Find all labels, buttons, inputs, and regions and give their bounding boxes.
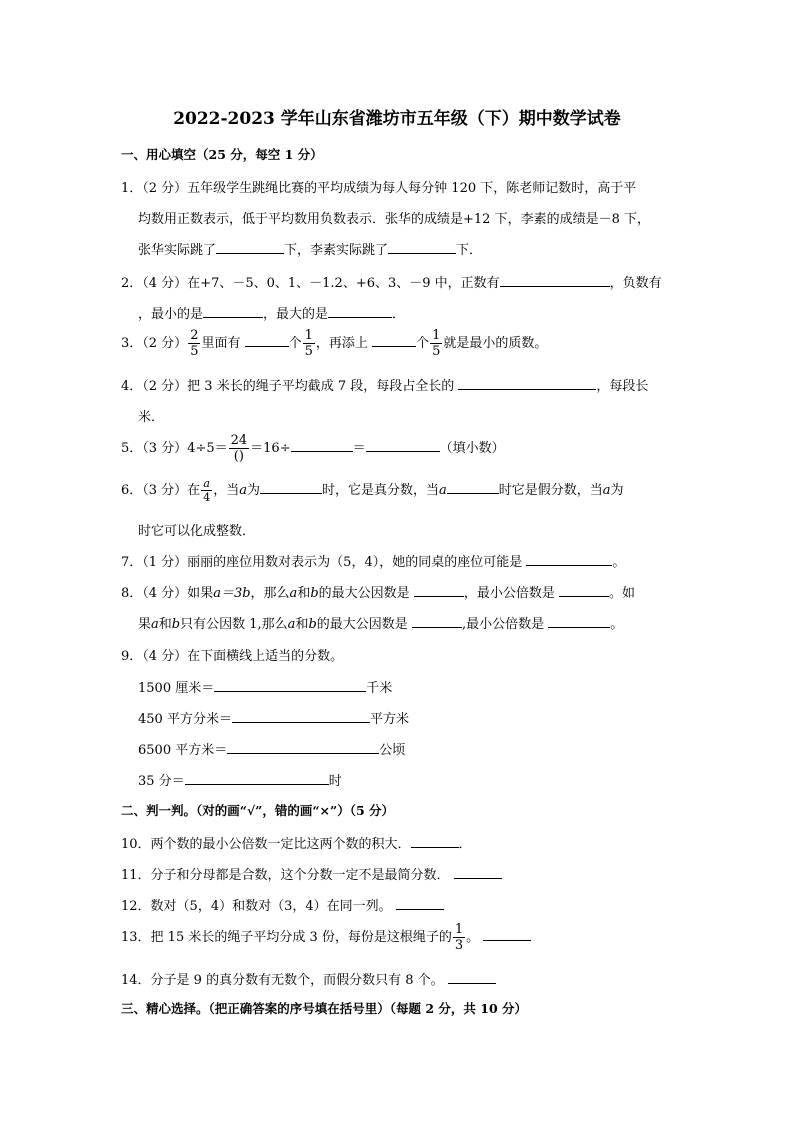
text: 时它是假分数，当 <box>498 483 603 498</box>
fraction <box>303 329 315 358</box>
answer-blank[interactable] <box>185 770 329 785</box>
answer-blank[interactable] <box>232 708 370 723</box>
question-6-line-2: 时它可以化成整数． <box>138 524 256 539</box>
text: 14．分子是 9 的真分数有无数个，而假分数只有 8 个。 <box>121 973 444 988</box>
answer-blank[interactable] <box>260 479 322 494</box>
text: 和 <box>297 586 311 601</box>
text: ，每段长 <box>596 379 649 394</box>
denominator: () <box>233 449 244 464</box>
question-9-row-3 <box>138 739 405 758</box>
text: 里面有 <box>201 336 241 351</box>
variable: b <box>310 586 319 601</box>
section-3-heading: 三、精心选择。（把正确答案的序号填在括号里）（每题 2 分，共 10 分） <box>121 1001 528 1016</box>
answer-blank[interactable] <box>458 375 596 390</box>
question-5 <box>121 434 505 463</box>
text: 6．（3 分）在 <box>121 483 201 498</box>
answer-blank[interactable] <box>454 864 502 879</box>
text: ． <box>458 837 472 852</box>
text: 。如 <box>608 586 635 601</box>
text: 10．两个数的最小公倍数一定比这两个数的积大． <box>121 837 411 852</box>
text: ，负数有 <box>609 276 662 291</box>
text: 公顷 <box>379 743 406 758</box>
answer-blank[interactable] <box>245 332 289 347</box>
fraction <box>229 434 250 463</box>
question-4-line-2: 米． <box>138 410 165 425</box>
text: （填小数） <box>439 441 505 456</box>
text: 3．（2 分） <box>121 336 188 351</box>
text: 12．数对（5，4）和数对（3，4）在同一列。 <box>121 899 392 914</box>
answer-blank[interactable] <box>483 926 531 941</box>
answer-blank[interactable] <box>203 303 263 318</box>
question-9-row-2 <box>138 708 409 727</box>
section-2-heading: 二、判一判。（对的画“√”，错的画“×”）（5 分） <box>121 803 394 818</box>
numerator: 1 <box>304 328 313 343</box>
text: 为 <box>610 483 624 498</box>
answer-blank[interactable] <box>447 479 499 494</box>
question-9-row-1 <box>138 677 392 696</box>
text: 35 分＝ <box>138 774 185 789</box>
answer-blank[interactable] <box>396 895 444 910</box>
variable: a <box>287 617 296 632</box>
text: ，再添上 <box>315 336 368 351</box>
question-2-line-1 <box>121 272 662 291</box>
question-4-line-1 <box>121 375 648 394</box>
variable: a <box>602 483 611 498</box>
question-13 <box>121 923 531 952</box>
text: 8．（4 分）如果 <box>121 586 214 601</box>
question-3 <box>121 329 547 358</box>
numerator: 2 <box>190 328 199 343</box>
fraction <box>453 923 465 952</box>
question-11 <box>121 864 502 883</box>
text: 为 <box>246 483 260 498</box>
page-title: 2022-2023 学年山东省潍坊市五年级（下）期中数学试卷 <box>173 109 621 129</box>
question-9-row-4 <box>138 770 342 789</box>
text: 450 平方分米＝ <box>138 712 232 727</box>
answer-blank[interactable] <box>500 272 610 287</box>
answer-blank[interactable] <box>411 833 459 848</box>
text: 千米 <box>366 681 393 696</box>
question-10 <box>121 833 472 852</box>
text: ，当 <box>213 483 240 498</box>
text: 的最大公因数是 <box>316 617 408 632</box>
text: 个 <box>416 336 430 351</box>
variable: a <box>203 477 210 490</box>
denominator: 4 <box>203 491 211 504</box>
answer-blank[interactable] <box>412 613 462 628</box>
text: 13．把 15 米长的绳子平均分成 3 份，每份是这根绳子的 <box>121 930 452 945</box>
answer-blank[interactable] <box>448 969 496 984</box>
text: ，最小公倍数是 <box>463 586 555 601</box>
text: 下． <box>456 243 483 258</box>
text: 的最大公因数是 <box>318 586 410 601</box>
answer-blank[interactable] <box>366 437 440 452</box>
answer-blank[interactable] <box>526 551 612 566</box>
question-1-line-1: 1．（2 分）五年级学生跳绳比赛的平均成绩为每人每分钟 120 下，陈老师记数时，高于平 <box>121 181 637 196</box>
text: ,最小公倍数是 <box>461 617 545 632</box>
equation: a＝3b <box>213 586 251 601</box>
text: 6500 平方米＝ <box>138 743 228 758</box>
answer-blank[interactable] <box>291 437 353 452</box>
denominator: 5 <box>432 344 441 359</box>
variable: a <box>239 483 247 498</box>
text: ． <box>392 307 406 322</box>
text: 张华实际跳了 <box>138 243 217 258</box>
text: 7．（1 分）丽丽的座位用数对表示为（5，4），她的同桌的座位可能是 <box>121 555 523 570</box>
numerator: 1 <box>432 328 441 343</box>
text: 时，它是真分数，当 <box>321 483 439 498</box>
answer-blank[interactable] <box>414 582 464 597</box>
text: 1500 厘米＝ <box>138 681 215 696</box>
text: 个 <box>288 336 302 351</box>
text: ，最小的是 <box>138 307 204 322</box>
question-8-line-1 <box>121 582 635 601</box>
denominator: 5 <box>190 344 199 359</box>
numerator: 1 <box>454 922 464 937</box>
text: ＝16÷ <box>250 441 291 456</box>
text: 就是最小的质数。 <box>443 336 548 351</box>
question-2-line-2 <box>138 303 405 322</box>
text: ＝ <box>352 441 366 456</box>
answer-blank[interactable] <box>548 613 610 628</box>
text: 4．（2 分）把 3 米长的绳子平均截成 7 段，每段占全长的 <box>121 379 455 394</box>
variable: b <box>171 617 181 632</box>
text: 和 <box>158 617 172 632</box>
question-12 <box>121 895 444 914</box>
question-1-line-2: 均数用正数表示，低于平均数用负数表示．张华的成绩是+12 下，李素的成绩是－8 下， <box>138 212 650 227</box>
answer-blank[interactable] <box>214 677 366 692</box>
section-1-heading: 一、用心填空（25 分，每空 1 分） <box>121 147 323 162</box>
text: ，最大的是 <box>263 307 329 322</box>
denominator: 3 <box>454 938 464 953</box>
variable: b <box>308 617 317 632</box>
question-9: 9．（4 分）在下面横线上适当的分数。 <box>121 649 344 664</box>
text: 时 <box>328 774 342 789</box>
text: 只有公因数 1,那么 <box>180 617 288 632</box>
numerator: 24 <box>230 433 248 448</box>
answer-blank[interactable] <box>227 739 379 754</box>
answer-blank[interactable] <box>388 239 456 254</box>
text: 平方米 <box>369 712 409 727</box>
fraction <box>430 329 442 358</box>
question-7 <box>121 551 625 570</box>
text: 2．（4 分）在+7、－5、0、1、－1.2、+6、3、－9 中，正数有 <box>121 276 500 291</box>
question-6-line-1 <box>121 478 624 503</box>
answer-blank[interactable] <box>559 582 609 597</box>
variable: a <box>439 483 447 498</box>
text: 11．分子和分母都是合数，这个分数一定不是最简分数． <box>121 868 450 883</box>
answer-blank[interactable] <box>216 239 284 254</box>
answer-blank[interactable] <box>328 303 392 318</box>
text: 和 <box>295 617 309 632</box>
text: 。 <box>466 930 480 945</box>
denominator: 5 <box>304 344 313 359</box>
text: 5．（3 分）4÷5＝ <box>121 441 228 456</box>
question-8-line-2 <box>138 613 623 632</box>
numerator <box>201 478 212 491</box>
text: 。 <box>610 617 624 632</box>
text: 。 <box>612 555 626 570</box>
fraction <box>201 478 212 503</box>
fraction <box>188 329 200 358</box>
text: ，那么 <box>250 586 290 601</box>
variable: a <box>151 617 159 632</box>
variable: a <box>289 586 298 601</box>
text: 果 <box>138 617 152 632</box>
question-14 <box>121 969 496 988</box>
answer-blank[interactable] <box>372 332 416 347</box>
question-1-line-3 <box>138 239 482 258</box>
text: 下，李素实际跳了 <box>284 243 389 258</box>
